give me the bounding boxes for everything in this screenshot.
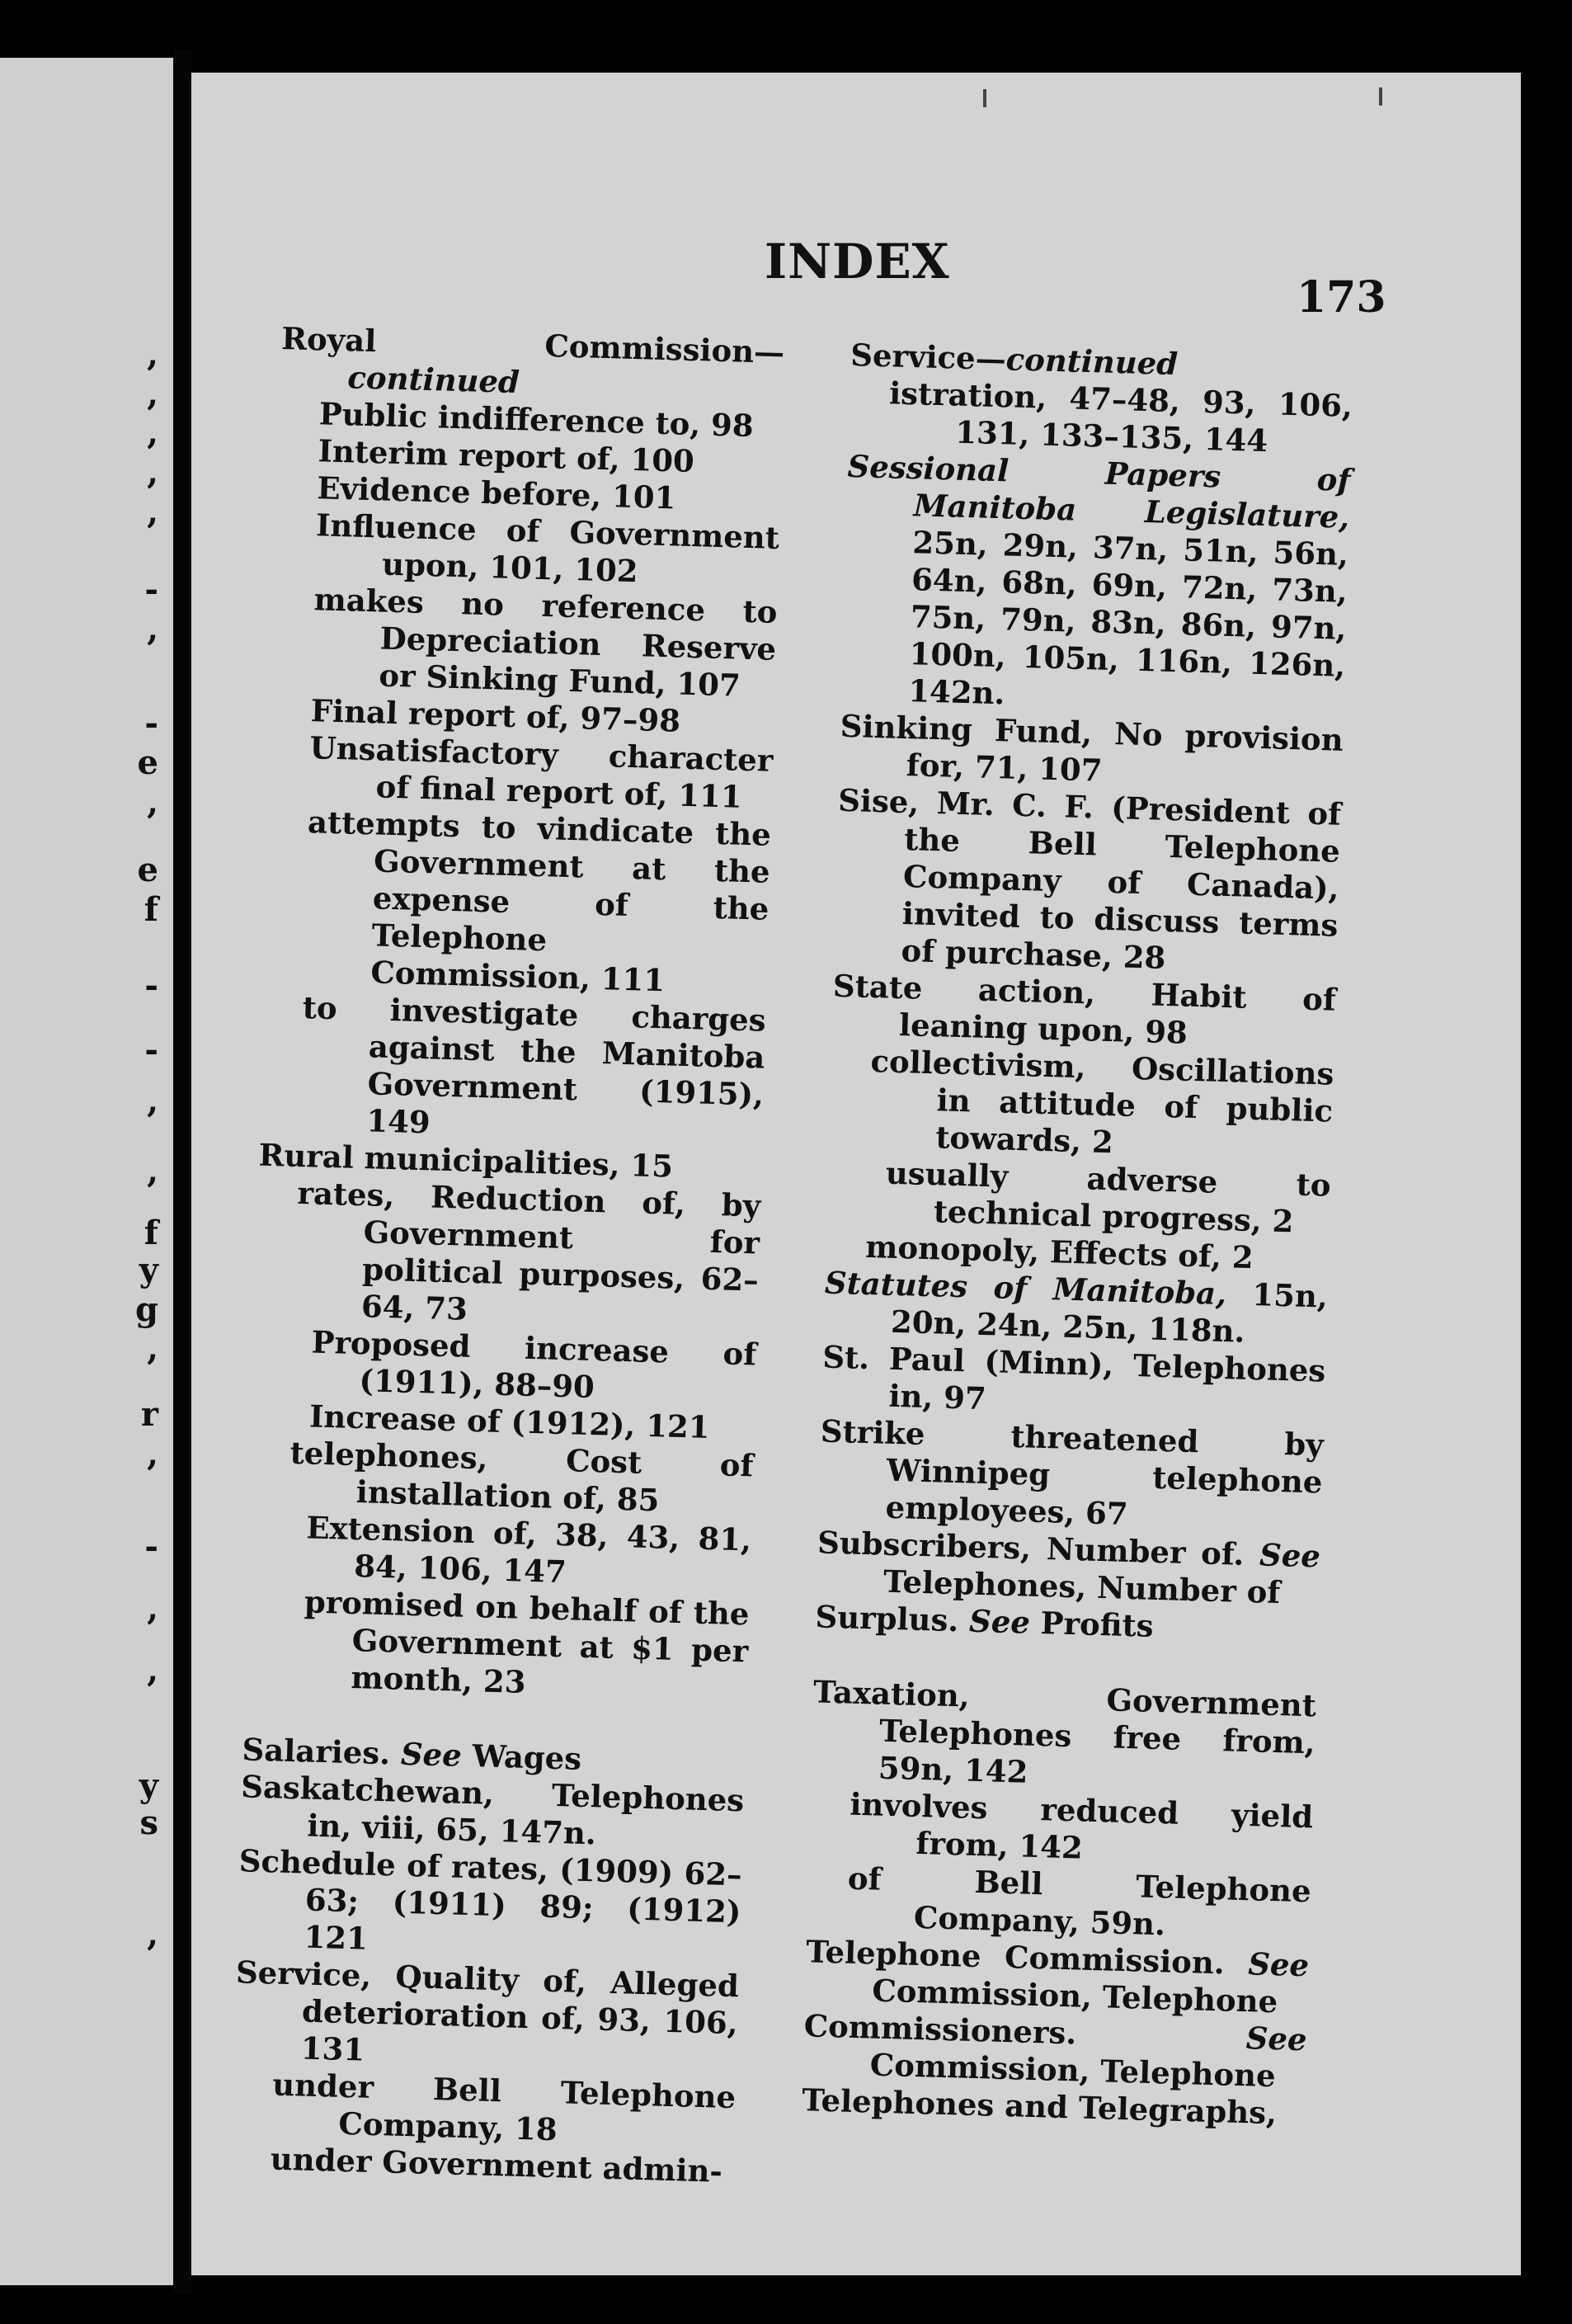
entry-italic-text: See — [1247, 1945, 1310, 1984]
index-entry — [811, 1673, 1317, 1798]
index-entry — [821, 1339, 1326, 1427]
entry-text: Final report of, 97–98 — [310, 692, 681, 739]
previous-page-fragment: - — [144, 570, 158, 609]
previous-page-fragment: , — [147, 335, 158, 374]
index-entry — [834, 782, 1342, 982]
entry-text: under Government admin- — [270, 2140, 723, 2190]
index-subentry — [259, 988, 766, 1151]
entry-text: Influence of Government upon, 101, 102 — [315, 507, 780, 590]
entry-italic-text: continued — [1005, 341, 1179, 383]
entry-text: Sise, Mr. C. F. (President of the Bell Telephone Company of Canada), invited to discuss terms of purchase, 28 — [837, 781, 1342, 976]
entry-text: Commissioners. — [803, 2007, 1247, 2057]
previous-page-fragment: f — [144, 1214, 158, 1252]
index-subentry — [848, 374, 1353, 462]
entry-italic-text: Statutes of Manitoba, — [824, 1264, 1227, 1313]
entry-text: Proposed increase of (1911), 88–90 — [311, 1323, 757, 1406]
previous-page-fragment: s — [139, 1803, 158, 1842]
previous-page-fragment: r — [140, 1395, 158, 1434]
entry-text: Schedule of rates, (1909) 62–63; (1911) 89; (1912) 121 — [238, 1842, 743, 1957]
entry-text: Rural municipalities, 15 — [258, 1136, 674, 1185]
entry-text: Unsatisfactory character of final report of, 111 — [309, 729, 774, 815]
index-subentry — [828, 1042, 1334, 1167]
entry-text: Saskatchewan, Telephones in, viii, 65, 147n. — [240, 1768, 745, 1852]
previous-page-fragment: , — [147, 453, 158, 492]
previous-page-fragment: , — [147, 783, 158, 822]
index-entry — [804, 1933, 1309, 2021]
entry-text: Service, Quality of, Alleged deterioration of, 93, 106, 131 — [235, 1954, 740, 2068]
entry-text: Surplus. — [815, 1598, 970, 1639]
entry-text: Interim report of, 100 — [318, 432, 695, 480]
entry-text: Subscribers, Number of. — [817, 1524, 1260, 1573]
previous-page-fragment: , — [147, 493, 158, 531]
index-entry — [839, 708, 1344, 796]
entry-text: makes no reference to Depreciation Reserve or Sinking Fund, 107 — [313, 581, 778, 704]
index-subentry — [254, 1174, 761, 1336]
entry-text: Royal Commission— — [280, 320, 785, 371]
previous-page-fragment: - — [144, 1030, 158, 1069]
entry-text-rest: Telephones, Number of — [882, 1563, 1281, 1611]
index-entry — [818, 1412, 1325, 1538]
previous-page-fragment: , — [147, 1329, 158, 1368]
entry-text: Sinking Fund, No provision for, 71, 107 — [840, 707, 1344, 789]
index-entry — [802, 2007, 1307, 2095]
index-subentry — [271, 580, 778, 705]
previous-page-fragment: , — [147, 1152, 158, 1190]
page-heading: INDEX — [765, 233, 950, 290]
book-gutter — [173, 49, 191, 2293]
index-entry — [816, 1524, 1320, 1612]
index-subentry — [808, 1784, 1313, 1873]
entry-text: telephones, Cost of installation of, 85 — [289, 1434, 755, 1519]
entry-text: Increase of (1912), 121 — [308, 1398, 711, 1445]
index-subentry — [244, 1582, 751, 1707]
previous-page-fragment: , — [147, 1589, 158, 1628]
index-entry — [280, 320, 784, 408]
entry-text: istration, 47–48, 93, 106, 131, 133–135, 144 — [888, 375, 1353, 460]
index-subentry — [249, 1433, 754, 1521]
entry-text-rest: Profits — [1029, 1604, 1155, 1644]
previous-page-fragment: , — [147, 1435, 158, 1473]
entry-italic-text: See — [1245, 2020, 1308, 2058]
previous-page-fragment: - — [144, 966, 158, 1005]
index-entry — [237, 1842, 743, 1968]
entry-text: collectivism, Oscillations in attitude of public towards, 2 — [869, 1043, 1334, 1161]
index-subentry — [826, 1153, 1331, 1242]
index-page — [191, 73, 1521, 2275]
entry-text: to investigate charges against the Manitoba Government (1915), 149 — [302, 989, 767, 1141]
entry-text: State action, Habit of leaning upon, 98 — [832, 967, 1337, 1051]
index-subentry — [275, 506, 779, 594]
previous-page-fragment: y — [139, 1251, 158, 1289]
previous-page-fragment: , — [147, 1082, 158, 1120]
entry-text: of Bell Telephone Company, 59n. — [847, 1860, 1312, 1943]
entry-italic-text: See — [968, 1602, 1031, 1641]
entry-text: Telephones and Telegraphs, — [801, 2081, 1278, 2132]
entry-text: Taxation, Government Telephones free from, 59n, 142 — [812, 1673, 1317, 1790]
entry-text: monopoly, Effects of, 2 — [864, 1228, 1254, 1276]
previous-page-fragment: y — [139, 1766, 158, 1805]
index-subentry — [263, 803, 771, 1002]
entry-text: Strike threatened by Winnipeg telephone employees, 67 — [820, 1412, 1325, 1532]
entry-text-rest: 15n, 20n, 24n, 25n, 118n. — [890, 1275, 1329, 1350]
previous-page-fragment: , — [147, 1651, 158, 1690]
previous-page-edge — [0, 58, 173, 2285]
entry-text: usually adverse to technical progress, 2 — [885, 1154, 1332, 1240]
entry-text: Public indifference to, 98 — [318, 395, 755, 445]
index-subentry — [807, 1859, 1311, 1947]
entry-text: Service— — [850, 337, 1007, 378]
entry-text: promised on behalf of the Government at $1 per month, 23 — [304, 1583, 751, 1700]
entry-text: Evidence before, 101 — [316, 469, 676, 516]
previous-page-fragment: e — [137, 743, 158, 782]
index-entry — [823, 1265, 1328, 1353]
index-subentry — [269, 728, 774, 817]
index-subentry — [252, 1322, 757, 1411]
entry-italic-text: continued — [346, 359, 520, 401]
entry-text: Salaries. — [241, 1731, 402, 1772]
index-entry — [233, 1954, 740, 2079]
entry-text: rates, Reduction of, by Government for political purposes, 62–64, 73 — [296, 1174, 761, 1327]
previous-page-fragment: , — [147, 375, 158, 413]
previous-page-fragment: - — [144, 704, 158, 742]
index-column-right — [802, 337, 1354, 2133]
entry-text: St. Paul (Minn), Telephones in, 97 — [821, 1338, 1326, 1417]
index-subentry — [231, 2065, 736, 2153]
index-entry — [831, 968, 1336, 1056]
entry-text: involves reduced yield from, 142 — [849, 1785, 1314, 1866]
entry-text-rest: Commission, Telephone — [869, 2046, 1277, 2095]
entry-text: under Bell Telephone Company, 18 — [271, 2066, 737, 2148]
entry-italic-text: See — [1259, 1536, 1321, 1575]
entry-text: Telephone Commission. — [805, 1933, 1249, 1982]
entry-italic-text: See — [400, 1735, 463, 1774]
previous-page-fragment: , — [147, 1915, 158, 1954]
previous-page-fragment: f — [144, 890, 158, 929]
entry-italic-text: Sessional Papers of Manitoba Legislature, — [847, 447, 1351, 535]
entry-text-rest: 25n, 29n, 37n, 51n, 56n, 64n, 68n, 69n, 72n, 73n, 75n, 79n, 83n, 86n, 97n, 100n, 105n, 116n, 126n, 142n. — [907, 524, 1349, 712]
entry-text: Extension of, 38, 43, 81, 84, 106, 147 — [305, 1509, 752, 1591]
index-entry — [840, 448, 1351, 722]
index-column-left — [230, 320, 785, 2190]
speck-mark — [1379, 87, 1382, 106]
index-subentry — [247, 1507, 751, 1596]
previous-page-fragment: e — [137, 851, 158, 889]
previous-page-fragment: g — [135, 1290, 158, 1329]
entry-text-rest: Wages — [461, 1737, 582, 1777]
entry-text-rest: Commission, Telephone — [871, 1972, 1278, 2020]
page-number: 173 — [1297, 272, 1386, 323]
speck-mark — [983, 89, 986, 107]
index-entry — [239, 1768, 744, 1856]
entry-text: attempts to vindicate the Government at the expense of the Telephone Commission, 111 — [307, 804, 772, 999]
previous-page-fragment: , — [147, 610, 158, 648]
previous-page-fragment: - — [144, 1527, 158, 1566]
previous-page-fragment: , — [147, 413, 158, 452]
